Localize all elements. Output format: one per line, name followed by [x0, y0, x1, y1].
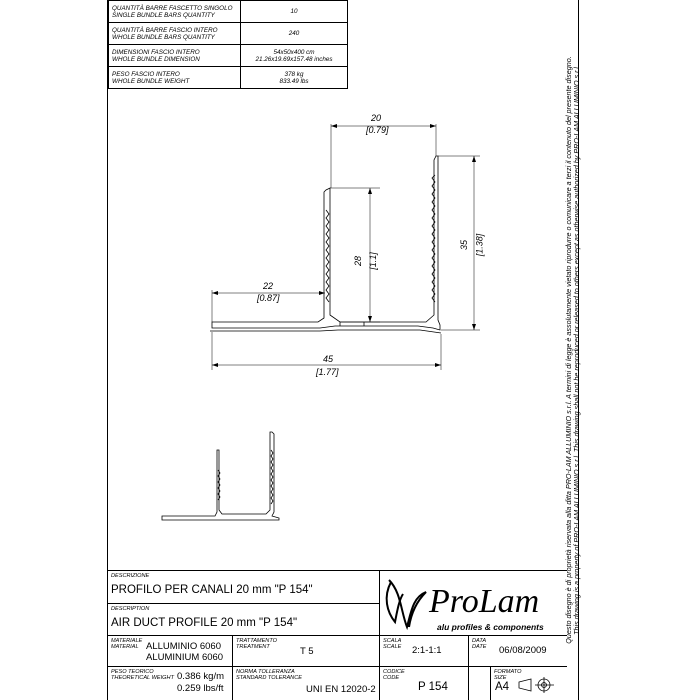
treatment-value: T 5 — [300, 646, 314, 657]
dim-outer-height: 35 — [459, 239, 470, 251]
tolerance-value: UNI EN 12020-2 — [306, 684, 376, 695]
dim-outer-height-in: [1.38] — [474, 233, 485, 257]
row-label-it: DIMENSIONI FASCIO INTERO — [112, 48, 200, 56]
scale-value: 2:1-1:1 — [412, 645, 442, 656]
scale-label: SCALA SCALE — [383, 638, 402, 650]
row-label-en: WHOLE BUNDLE DIMENSION — [112, 55, 200, 63]
row-label-en: SINGLE BUNDLE BARS QUANTITY — [112, 11, 215, 19]
profile-drawing — [107, 95, 567, 555]
date-value: 06/08/2009 — [499, 645, 547, 656]
dim-inner-height-in: [1.1] — [367, 252, 378, 270]
row-value: 240 — [241, 23, 348, 45]
row-value: 378 kg — [284, 70, 304, 78]
code-label: CODICE CODE — [383, 669, 405, 681]
dim-total-width: 45 — [323, 354, 334, 364]
table-row — [109, 23, 348, 45]
row-value: 10 — [241, 1, 348, 23]
row-label-en: WHOLE BUNDLE BARS QUANTITY — [112, 33, 215, 41]
dim-inner-height: 28 — [353, 255, 364, 267]
treatment-label: TRATTAMENTO TREATMENT — [236, 638, 278, 650]
description-it: PROFILO PER CANALI 20 mm "P 154" — [111, 584, 313, 596]
description-en-label: DESCRIPTION — [111, 606, 150, 612]
row-value-imperial: 21.26x19.69x157.48 inches — [255, 55, 333, 63]
row-label-it: PESO FASCIO INTERO — [112, 70, 180, 78]
row-value: 54x50x400 cm — [273, 48, 315, 56]
bundle-info-table — [108, 0, 348, 89]
dim-total-width-in: [1.77] — [316, 367, 339, 377]
weight-lbs: 0.259 lbs/ft — [177, 683, 224, 694]
date-label: DATA DATE — [472, 638, 487, 650]
row-value-imperial: 833.49 lbs — [279, 77, 309, 85]
large-profile-ridges — [432, 175, 435, 302]
dim-top-width: 20 — [371, 113, 382, 123]
table-row — [109, 1, 348, 23]
material-en: ALUMINIUM 6060 — [146, 652, 224, 663]
description-label: DESCRIZIONE — [111, 573, 150, 579]
dim-top-width-in: [0.79] — [366, 125, 389, 135]
weight-label: PESO TEORICO THEORETICAL WEIGHT — [111, 669, 174, 681]
dim-left-width: 22 — [263, 281, 274, 291]
row-label-it: QUANTITÀ BARRE FASCIO INTERO — [112, 26, 218, 34]
logo-tagline: alu profiles & components — [437, 622, 544, 632]
dim-left-width-in: [0.87] — [257, 293, 280, 303]
large-profile-outline — [212, 156, 440, 330]
material-it: ALLUMINIO 6060 — [146, 641, 221, 652]
small-profile — [162, 432, 279, 520]
format-value: A4 — [495, 681, 510, 693]
projection-symbol-icon — [517, 676, 557, 694]
table-row — [109, 45, 348, 67]
tolerance-label: NORMA TOLLERANZA STANDARD TOLERANCE — [236, 669, 302, 681]
row-label-it: QUANTITÀ BARRE FASCETTO SINGOLO — [112, 4, 233, 12]
code-value: P 154 — [418, 681, 448, 693]
weight-kg: 0.386 kg/m — [177, 671, 224, 682]
large-profile-base — [210, 330, 441, 333]
row-label-en: WHOLE BUNDLE WEIGHT — [112, 77, 190, 85]
material-label: MATERIALE MATERIAL — [111, 638, 143, 650]
legal-note-en: This drawing is a property of PRO-LAM ALLUMINIO s.r.l. This drawing shall not be reproduced or released to others except as otherwise authorized by PRO-LAM ALLUMINIO s.r.l. — [572, 65, 581, 635]
table-row — [109, 67, 348, 89]
logo-text: ProLam — [429, 583, 540, 620]
prolam-logo — [381, 572, 566, 634]
legal-note — [566, 0, 580, 700]
format-label: FORMATO SIZE — [494, 669, 522, 681]
description-en: AIR DUCT PROFILE 20 mm "P 154" — [111, 617, 298, 629]
legal-note-it: Questo disegno è di proprietà riservata alla ditta PRO-LAM ALLUMINIO s.r.l. A termini di legge è assolutamente vietato riprodurre o comunicare a terzi il contenuto del presente disegno. — [564, 56, 573, 644]
